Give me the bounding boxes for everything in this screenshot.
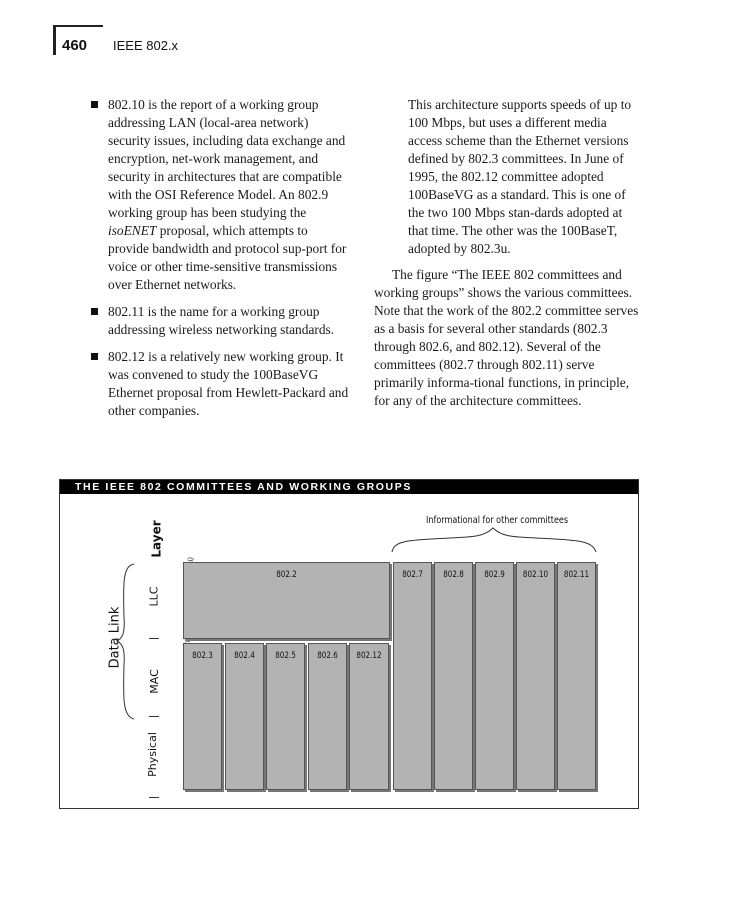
bullet-continuation: This architecture supports speeds of up to 100 Mbps, but uses a different media access scheme than the Ethernet versions defined by 802.3 committees. In June of 1995, the 802.12 committee adopted 100BaseVG as a standard. This is one of the two 100 Mbps stan-dards adopted at that time. The other was the 100BaseT, adopted by 802.3u. bbox=[408, 97, 632, 256]
layer-divider bbox=[149, 716, 159, 717]
page-number: 460 bbox=[62, 37, 88, 54]
right-column bbox=[374, 96, 640, 410]
mac-box: 802.12 bbox=[349, 643, 389, 790]
body-paragraph: The figure “The IEEE 802 committees and working groups” shows the various committees. Note that the work of the 802.2 committee serves as a basis for several other standards (802.3 through 802.6, and 802.12). Several of the committees (802.7 through 802.11) serve primarily informa-tional functions, in principle, for any of the architecture committees. bbox=[374, 267, 639, 408]
header-rule-horizontal bbox=[53, 25, 103, 27]
bullet-item: 802.11 is the name for a working group addressing wireless networking standards. bbox=[90, 303, 350, 339]
mac-box: 802.6 bbox=[308, 643, 347, 790]
mac-label: MAC bbox=[147, 669, 161, 694]
info-box: 802.8 bbox=[434, 562, 473, 790]
brace-left-icon bbox=[115, 562, 137, 722]
info-box: 802.10 bbox=[516, 562, 555, 790]
left-column bbox=[90, 96, 350, 429]
layer-heading: Layer bbox=[149, 520, 164, 558]
data-link-label: Data Link bbox=[107, 606, 123, 669]
square-bullet-icon bbox=[91, 308, 98, 315]
llc-label: LLC bbox=[147, 586, 161, 607]
bullet-item: 802.12 is a relatively new working group. It was convened to study the 100BaseVG Ethernet proposal from Hewlett-Packard and other companies. bbox=[90, 348, 350, 420]
bullet-item: 802.10 is the report of a working group addressing LAN (local-area network) security issues, including data exchange and encryption, net-work management, and security in architectures that are compatible with the OSI Reference Model. An 802.9 working group has been studying the isoENET proposal, which attempts to provide bandwidth and protocol sup-port for voice or other time-sensitive transmissions over Ethernet networks. bbox=[90, 96, 350, 294]
figure-title: THE IEEE 802 COMMITTEES AND WORKING GROUPS bbox=[60, 480, 638, 494]
llc-box-802-2: 802.2 bbox=[183, 562, 390, 639]
brace-icon bbox=[390, 526, 600, 556]
header-rule-vertical bbox=[53, 25, 56, 55]
square-bullet-icon bbox=[91, 101, 98, 108]
mac-box: 802.3 bbox=[183, 643, 222, 790]
ieee-802-figure bbox=[59, 479, 639, 809]
info-box: 802.9 bbox=[475, 562, 514, 790]
mac-box: 802.4 bbox=[225, 643, 264, 790]
physical-label: Physical bbox=[145, 732, 159, 777]
square-bullet-icon bbox=[91, 353, 98, 360]
mac-box: 802.5 bbox=[266, 643, 305, 790]
info-box: 802.11 bbox=[557, 562, 596, 790]
running-title: IEEE 802.x bbox=[113, 38, 179, 53]
layer-divider bbox=[149, 638, 159, 639]
info-box: 802.7 bbox=[393, 562, 432, 790]
informational-label: Informational for other committees bbox=[426, 515, 569, 526]
layer-divider bbox=[149, 797, 159, 798]
